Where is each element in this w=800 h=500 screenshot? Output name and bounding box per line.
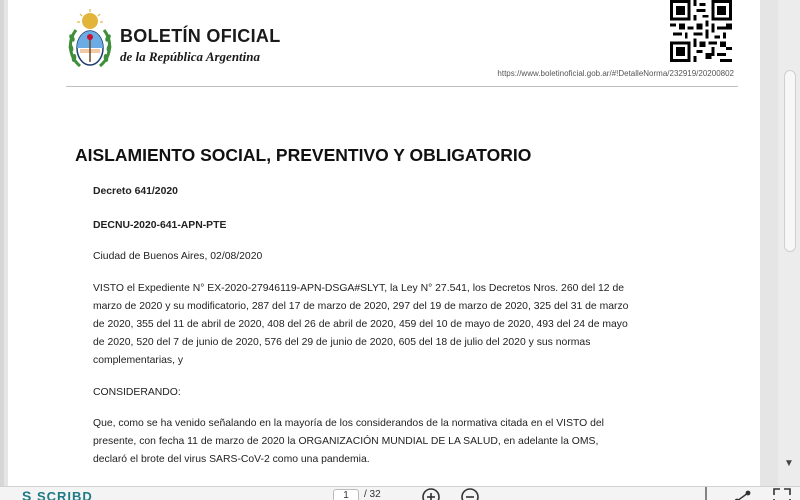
document-page	[8, 0, 760, 500]
visto-line: VISTO el Expediente N° EX-2020-27946119-APN-DSGA#SLYT, la Ley N° 27.541, los Decretos Nros. 260 del 12 de	[93, 283, 625, 294]
divider-icon	[700, 487, 720, 500]
source-url: https://www.boletinoficial.gob.ar/#!DetalleNorma/232919/20200802	[497, 69, 734, 78]
scroll-down-arrow-icon[interactable]: ▼	[784, 458, 794, 469]
page-number-input[interactable]: 1	[333, 489, 359, 500]
brand-subtitle: de la República Argentina	[120, 49, 260, 64]
zoom-out-icon[interactable]	[460, 487, 480, 500]
page-total: / 32	[364, 489, 381, 500]
que-line: Que, como se ha venido señalando en la mayoría de los considerandos de la normativa citada en el VISTO del	[93, 418, 604, 429]
scribd-logo[interactable]	[22, 488, 93, 500]
visto-line: de 2020, 520 del 7 de junio de 2020, 576 del 29 de junio de 2020, 605 del 18 de julio del 2020 y sus normas	[93, 337, 591, 348]
fullscreen-icon[interactable]	[772, 487, 792, 500]
share-icon[interactable]	[733, 487, 753, 500]
vertical-scrollbar[interactable]	[778, 0, 800, 490]
zoom-in-icon[interactable]	[421, 487, 441, 500]
qr-code-icon	[670, 0, 732, 62]
que-line: declaró el brote del virus SARS-CoV-2 como una pandemia.	[93, 454, 370, 465]
visto-line: de 2020, 355 del 11 de abril de 2020, 408 del 26 de abril de 2020, 459 del 10 de mayo de 2020, 493 del 24 de mayo	[93, 319, 628, 330]
brand-title: BOLETÍN OFICIAL	[120, 26, 281, 46]
document-title: AISLAMIENTO SOCIAL, PREVENTIVO Y OBLIGATORIO	[75, 145, 532, 165]
left-edge	[0, 0, 4, 500]
que-line: presente, con fecha 11 de marzo de 2020 la ORGANIZACIÓN MUNDIAL DE LA SALUD, en adelante la OMS,	[93, 436, 599, 447]
decree-number: Decreto 641/2020	[93, 186, 178, 197]
considerando-heading: CONSIDERANDO:	[93, 387, 181, 398]
header-divider	[66, 86, 738, 87]
visto-line: complementarias, y	[93, 355, 184, 366]
scrollbar-thumb[interactable]	[784, 70, 796, 252]
scribd-s-icon: S	[22, 488, 33, 500]
scribd-logo-text: SCRIBD	[36, 489, 93, 500]
visto-line: marzo de 2020 y su modificatorio, 287 del 17 de marzo de 2020, 297 del 19 de marzo de 2020, 325 del 31 de marzo	[93, 301, 629, 312]
boletin-oficial-logo	[66, 8, 281, 72]
decree-code: DECNU-2020-641-APN-PTE	[93, 220, 227, 231]
coat-of-arms-icon	[66, 8, 114, 72]
viewer-toolbar	[0, 486, 800, 500]
place-date: Ciudad de Buenos Aires, 02/08/2020	[93, 251, 263, 262]
